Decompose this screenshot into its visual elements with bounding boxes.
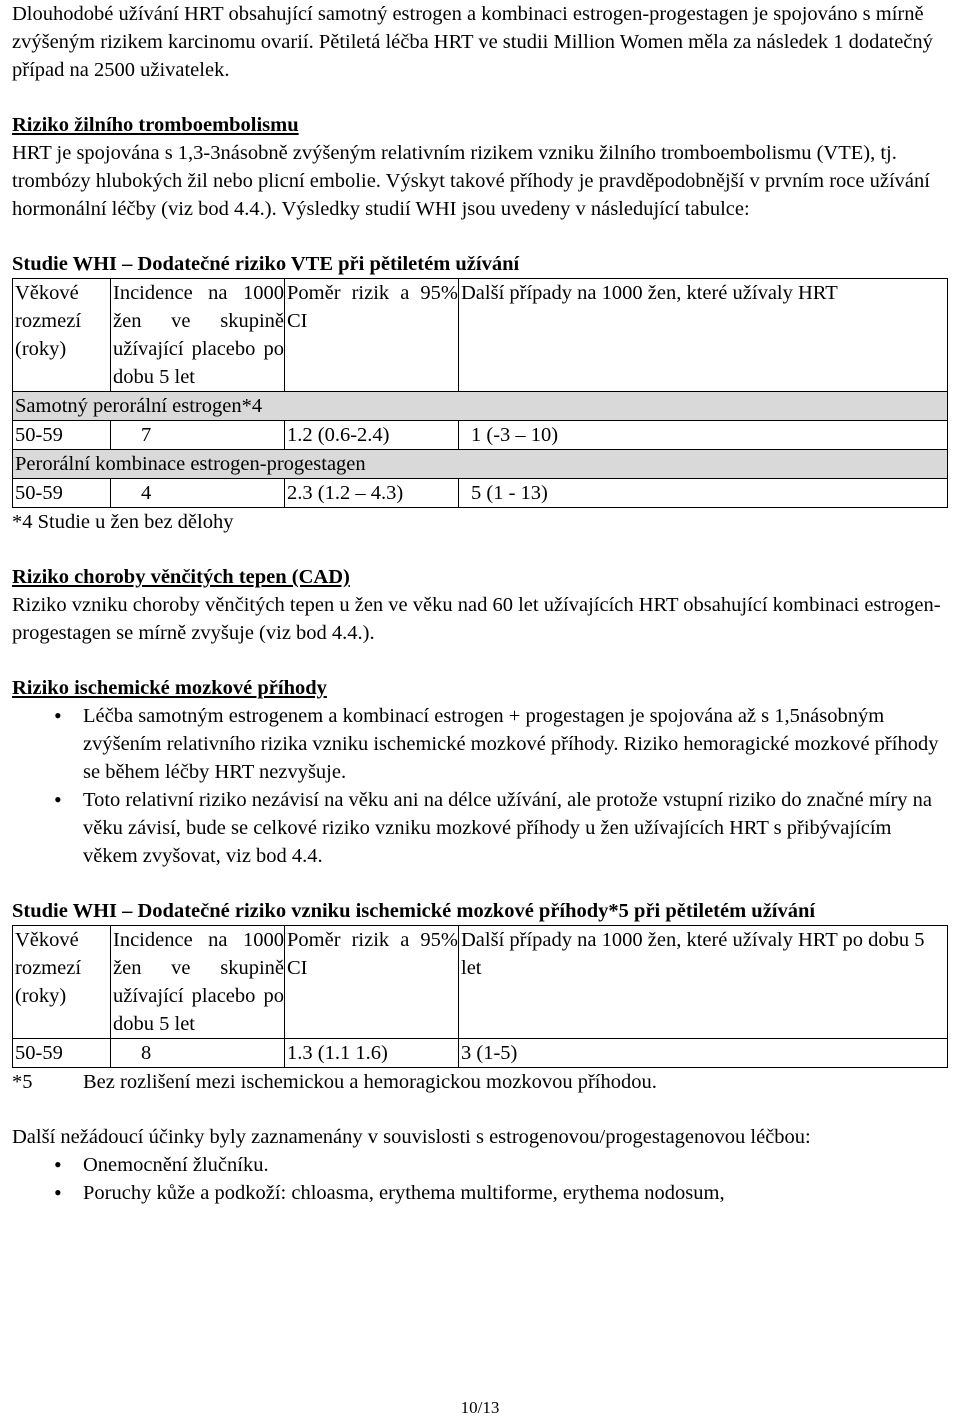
cell-incidence: 7 [111,421,285,450]
cell-additional: 5 (1 - 13) [459,479,948,508]
list-item: • Léčba samotným estrogenem a kombinací estrogen + progestagen je spojována až s 1,5násobným zvýšením relativního rizika vzniku ischemické mozkové příhody. Riziko hemoragické mozkové příhody se během léčby HRT nezvyšuje. [12,702,948,786]
list-item: • Onemocnění žlučníku. [12,1151,948,1179]
group-label: Perorální kombinace estrogen-progestagen [13,450,948,479]
other-effects-section [12,1123,948,1207]
stroke-bullet-list [12,702,948,870]
header-additional: Další případy na 1000 žen, které užívaly HRT [459,279,948,392]
cad-text: Riziko vzniku choroby věnčitých tepen u žen ve věku nad 60 let užívajících HRT obsahující kombinaci estrogen-progestagen se mírně zvyšuje (viz bod 4.4.). [12,594,941,644]
table-header-row [13,279,948,392]
header-ratio: Poměr rizik a 95% CI [285,279,459,392]
cell-age: 50-59 [13,421,111,450]
group-label: Samotný perorální estrogen*4 [13,392,948,421]
cell-additional: 1 (-3 – 10) [459,421,948,450]
header-additional: Další případy na 1000 žen, které užívaly HRT po dobu 5 let [459,926,948,1039]
table-group-row [13,392,948,421]
cad-section [12,563,948,647]
header-age: Věkové rozmezí (roky) [13,926,111,1039]
table2-title: Studie WHI – Dodatečné riziko vzniku ischemické mozkové příhody*5 při pětiletém užívání [12,900,816,922]
table-group-row [13,450,948,479]
other-effects-text: Další nežádoucí účinky byly zaznamenány v souvislosti s estrogenovou/progestagenovou léčbou: [12,1126,811,1148]
vte-text: HRT je spojována s 1,3-3násobně zvýšeným relativním rizikem vzniku žilního tromboembolismu (VTE), tj. trombózy hlubokých žil nebo plicní embolie. Výskyt takové příhody je pravděpodobnější v prvním roce užívání hormonální léčby (viz bod 4.4.). Výsledky studií WHI jsou uvedeny v následující tabulce: [12,142,930,220]
list-item: • Poruchy kůže a podkoží: chloasma, erythema multiforme, erythema nodosum, [12,1179,948,1207]
footnote-key: *5 [12,1071,33,1093]
table1-title: Studie WHI – Dodatečné riziko VTE při pětiletém užívání [12,253,520,275]
footnote-text: Bez rozlišení mezi ischemickou a hemoragickou mozkovou příhodou. [83,1071,657,1093]
document-page [12,0,948,1417]
cell-additional: 3 (1-5) [459,1039,948,1068]
vte-section [12,111,948,223]
cad-heading: Riziko choroby věnčitých tepen (CAD) [12,566,350,588]
table-row [13,1039,948,1068]
stroke-table [12,925,948,1068]
table2-footnote [12,1068,948,1096]
table-header-row [13,926,948,1039]
table-row [13,479,948,508]
cell-ratio: 2.3 (1.2 – 4.3) [285,479,459,508]
list-item: • Toto relativní riziko nezávisí na věku ani na délce užívání, ale protože vstupní riziko do značné míry na věku závisí, bude se celkové riziko vzniku mozkové příhody u žen užívajících HRT s přibývajícím věkem zvyšovat, viz bod 4.4. [12,786,948,870]
cell-age: 50-59 [13,479,111,508]
stroke-section [12,674,948,870]
stroke-heading: Riziko ischemické mozkové příhody [12,677,327,699]
header-ratio: Poměr rizik a 95% CI [285,926,459,1039]
cell-ratio: 1.2 (0.6-2.4) [285,421,459,450]
cell-ratio: 1.3 (1.1 1.6) [285,1039,459,1068]
other-effects-list [12,1151,948,1207]
vte-heading: Riziko žilního tromboembolismu [12,114,299,136]
cell-incidence: 4 [111,479,285,508]
header-incidence: Incidence na 1000 žen ve skupině užívající placebo po dobu 5 let [111,279,285,392]
cell-incidence: 8 [111,1039,285,1068]
cell-age: 50-59 [13,1039,111,1068]
table1-footnote: *4 Studie u žen bez dělohy [12,511,234,533]
header-incidence: Incidence na 1000 žen ve skupině užívající placebo po dobu 5 let [111,926,285,1039]
header-age: Věkové rozmezí (roky) [13,279,111,392]
vte-table [12,278,948,508]
page-number: 10/13 [460,1398,500,1417]
intro-paragraph: Dlouhodobé užívání HRT obsahující samotný estrogen a kombinaci estrogen-progestagen je spojováno s mírně zvýšeným rizikem karcinomu ovarií. Pětiletá léčba HRT ve studii Million Women měla za následek 1 dodatečný případ na 2500 uživatelek. [12,3,933,81]
table-row [13,421,948,450]
